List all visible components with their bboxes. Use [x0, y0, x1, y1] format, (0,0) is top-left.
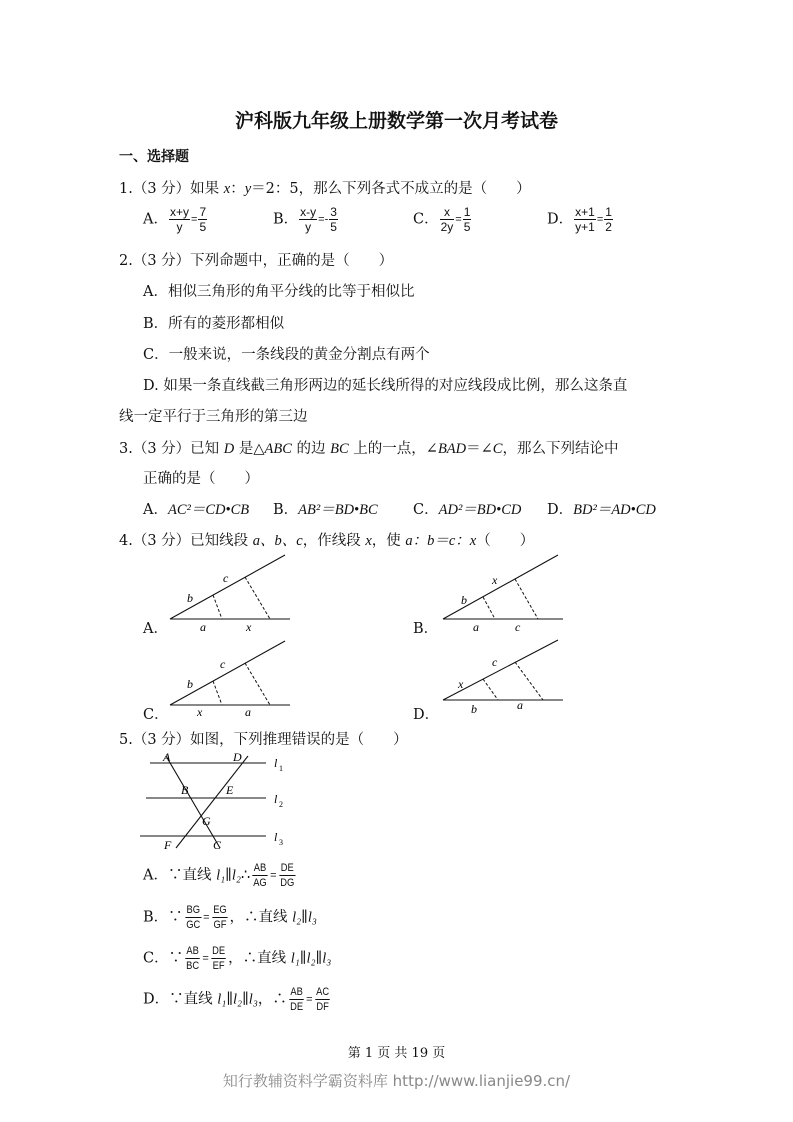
svg-text:b: b — [461, 593, 467, 607]
question-1-stem: 1.（3 分）如果 x：y＝2：5，那么下列各式不成立的是（ ） — [119, 181, 531, 197]
question-4-option-b-figure — [433, 552, 573, 637]
question-4-option-c-figure — [160, 638, 300, 723]
svg-text:b: b — [187, 591, 193, 605]
page-title: 沪科版九年级上册数学第一次月考试卷 — [234, 110, 558, 132]
question-2-option-d-cont: 线一定平行于三角形的第三边 — [119, 409, 308, 425]
question-5-stem: 5.（3 分）如图，下列推理错误的是（ ） — [119, 732, 408, 748]
svg-text:a: a — [473, 620, 479, 634]
question-5-figure — [138, 750, 298, 855]
question-5-option-d[interactable]: D．∵直线 l₁∥l₂∥l₃，∴ $\frac{AB}{DE}$ = $\frac{AC}{DF}$ — [143, 986, 329, 1013]
question-1-option-b[interactable]: B． $\frac{x-y}{y}$ =- $\frac{3}{5}$ — [273, 205, 337, 234]
question-2-option-b[interactable]: B．所有的菱形都相似 — [143, 316, 285, 332]
svg-text:E: E — [226, 783, 234, 797]
question-1-option-a[interactable]: A． $\frac{x+y}{y}$ = $\frac{7}{5}$ — [143, 205, 207, 234]
svg-text:D: D — [233, 750, 242, 764]
page-footer: 第 1 页 共 19 页 — [347, 1046, 446, 1061]
question-3-option-c[interactable]: C．AD²＝BD•CD — [413, 502, 522, 518]
question-2-option-d[interactable]: D. 如果一条直线截三角形两边的延长线所得的对应线段成比例，那么这条直 — [143, 378, 628, 394]
question-4-option-a-label[interactable]: A． — [143, 621, 168, 637]
svg-text:c: c — [492, 655, 498, 669]
svg-text:A: A — [163, 750, 171, 764]
svg-text:x: x — [492, 573, 498, 587]
section-heading: 一、选择题 — [119, 149, 189, 165]
question-5-option-c[interactable]: C．∵ $\frac{AB}{BC}$ = $\frac{DE}{EF}$ ，∴直线 l₁∥l₂∥l₃ — [143, 945, 332, 972]
question-4-stem: 4.（3 分）已知线段 a、b、c，作线段 x，使 a：b＝c：x（ ） — [119, 533, 535, 549]
question-4-option-d-figure — [433, 637, 573, 722]
svg-text:a: a — [245, 705, 251, 719]
svg-text:G: G — [202, 814, 211, 828]
svg-text:2: 2 — [279, 800, 283, 809]
watermark-link[interactable]: 知行教辅资料学霸资料库 http://www.lianjie99.cn/ — [222, 1072, 571, 1090]
svg-text:C: C — [213, 838, 222, 852]
svg-text:c: c — [220, 657, 226, 671]
question-3-option-a[interactable]: A．AC²＝CD•CB — [143, 502, 250, 518]
svg-text:3: 3 — [279, 838, 283, 847]
question-4-option-a-figure — [160, 552, 300, 637]
question-4-option-b-label[interactable]: B． — [413, 621, 439, 637]
svg-text:B: B — [181, 783, 189, 797]
svg-text:1: 1 — [279, 764, 283, 773]
svg-text:x: x — [246, 620, 252, 634]
question-4-option-d-label[interactable]: D． — [413, 707, 440, 723]
question-2-stem: 2.（3 分）下列命题中，正确的是（ ） — [119, 253, 394, 269]
svg-text:x: x — [197, 705, 203, 719]
svg-text:c: c — [515, 620, 521, 634]
svg-text:a: a — [517, 698, 523, 712]
question-1-option-d[interactable]: D． $\frac{x+1}{y+1}$ = $\frac{1}{2}$ — [547, 205, 612, 234]
svg-text:x: x — [458, 677, 464, 691]
question-4-option-c-label[interactable]: C． — [143, 707, 169, 723]
question-3-stem: 3.（3 分）已知 D 是△ABC 的边 BC 上的一点，∠BAD＝∠C，那么下列结论中 — [119, 441, 619, 457]
question-5-option-b[interactable]: B．∵ $\frac{BG}{GC}$ = $\frac{EG}{GF}$ ，∴直线 l₂∥l₃ — [143, 904, 317, 931]
question-3-stem-cont: 正确的是（ ） — [143, 471, 259, 487]
svg-text:b: b — [187, 677, 193, 691]
question-2-option-c[interactable]: C．一般来说，一条线段的黄金分割点有两个 — [143, 347, 430, 363]
question-1-option-c[interactable]: C． $\frac{x}{2y}$ = $\frac{1}{5}$ — [413, 205, 471, 234]
svg-text:l: l — [274, 792, 278, 806]
question-3-option-b[interactable]: B．AB²＝BD•BC — [273, 502, 378, 518]
svg-text:l: l — [274, 756, 278, 770]
question-2-option-a[interactable]: A．相似三角形的角平分线的比等于相似比 — [143, 284, 415, 300]
svg-text:l: l — [274, 830, 278, 844]
question-5-option-a[interactable]: A．∵直线 l₁∥l₂∴ $\frac{AB}{AG}$ = $\frac{DE}{DG}$ — [143, 862, 294, 889]
svg-text:F: F — [164, 838, 172, 852]
svg-text:a: a — [200, 620, 206, 634]
svg-text:b: b — [471, 702, 477, 716]
question-3-option-d[interactable]: D．BD²＝AD•CD — [547, 502, 656, 518]
svg-text:c: c — [223, 571, 229, 585]
